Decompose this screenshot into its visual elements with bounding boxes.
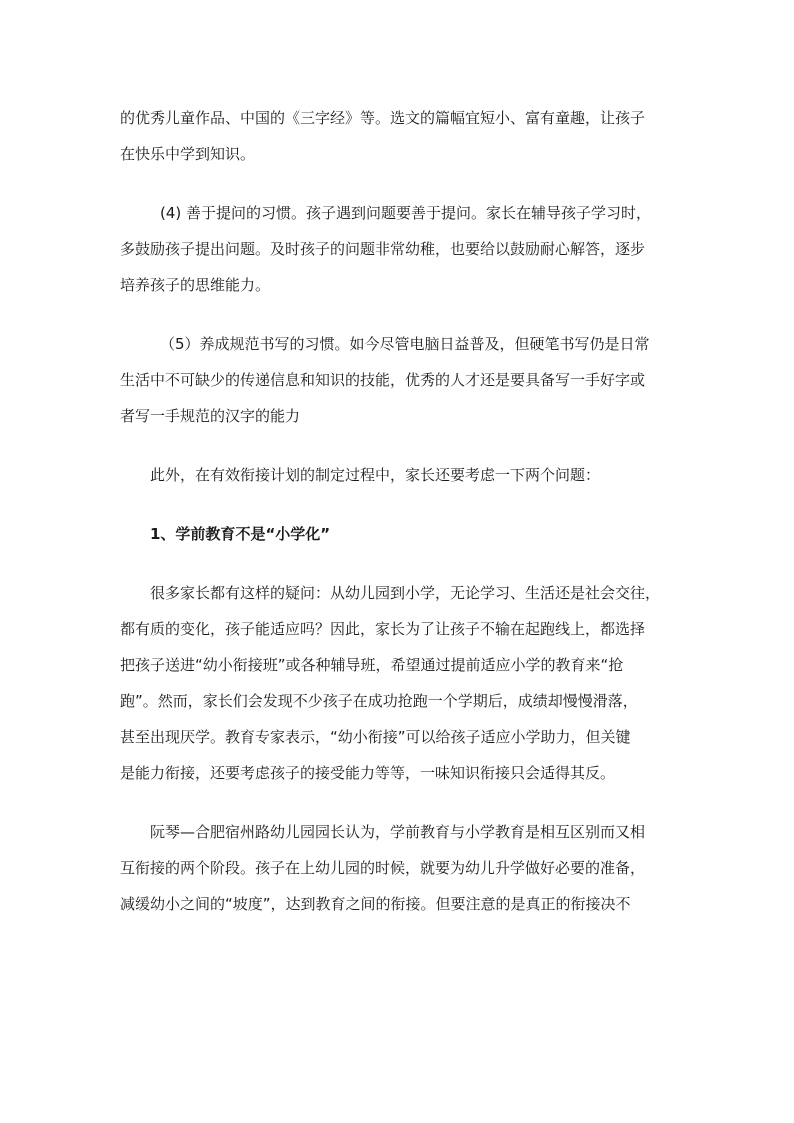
text-line: 互衔接的两个阶段。孩子在上幼儿园的时候，就要为幼儿升学做好必要的准备， — [120, 859, 646, 877]
text-line: 跑”。然而，家长们会发现不少孩子在成功抢跑一个学期后，成绩却慢慢滑落， — [120, 692, 638, 710]
text-line: （5）养成规范书写的习惯。如今尽管电脑日益普及，但硬笔书写仍是日常 — [160, 335, 650, 353]
paragraph-question-habit — [120, 195, 680, 303]
text-line: 甚至出现厌学。教育专家表示，“幼小衔接”可以给孩子适应小学助力，但关键 — [120, 728, 631, 746]
text-line: 很多家长都有这样的疑问：从幼儿园到小学，无论学习、生活还是社会交往， — [150, 584, 661, 602]
paragraph-intro-issues — [120, 457, 680, 493]
text-line: 的优秀儿童作品、中国的《三字经》等。选文的篇幅宜短小、富有童趣，让孩子 — [120, 109, 646, 127]
text-line: 者写一手规范的汉字的能力 — [120, 407, 301, 425]
text-line: 减缓幼小之间的“坡度”，达到教育之间的衔接。但要注意的是真正的衔接决不 — [120, 895, 631, 913]
paragraph-writing-habit — [120, 326, 680, 434]
text-line: 把孩子送进“幼小衔接班”或各种辅导班，希望通过提前适应小学的教育来“抢 — [120, 656, 624, 674]
text-line: 都有质的变化，孩子能适应吗？因此，家长为了让孩子不输在起跑线上，都选择 — [120, 620, 646, 638]
text-line: 是能力衔接，还要考虑孩子的接受能力等等，一味知识衔接只会适得其反。 — [120, 764, 616, 782]
text-line: 培养孩子的思维能力。 — [120, 276, 271, 294]
paragraph-parent-concerns — [120, 575, 680, 791]
section-heading: 1、学前教育不是“小学化” — [150, 525, 331, 543]
text-line: 在快乐中学到知识。 — [120, 145, 256, 163]
section-heading-1 — [120, 516, 680, 552]
paragraph-continued — [120, 100, 680, 172]
document-body — [120, 100, 680, 922]
paragraph-principal-view — [120, 814, 680, 922]
text-line: 多鼓励孩子提出问题。及时孩子的问题非常幼稚，也要给以鼓励耐心解答，逐步 — [120, 240, 646, 258]
text-line: (4) 善于提问的习惯。孩子遇到问题要善于提问。家长在辅导孩子学习时， — [160, 204, 652, 222]
text-line: 此外，在有效衔接计划的制定过程中，家长还要考虑一下两个问题： — [150, 466, 601, 484]
text-line: 生活中不可缺少的传递信息和知识的技能，优秀的人才还是要具备写一手好字或 — [120, 371, 646, 389]
text-line: 阮琴—合肥宿州路幼儿园园长认为，学前教育与小学教育是相互区别而又相 — [150, 823, 646, 841]
